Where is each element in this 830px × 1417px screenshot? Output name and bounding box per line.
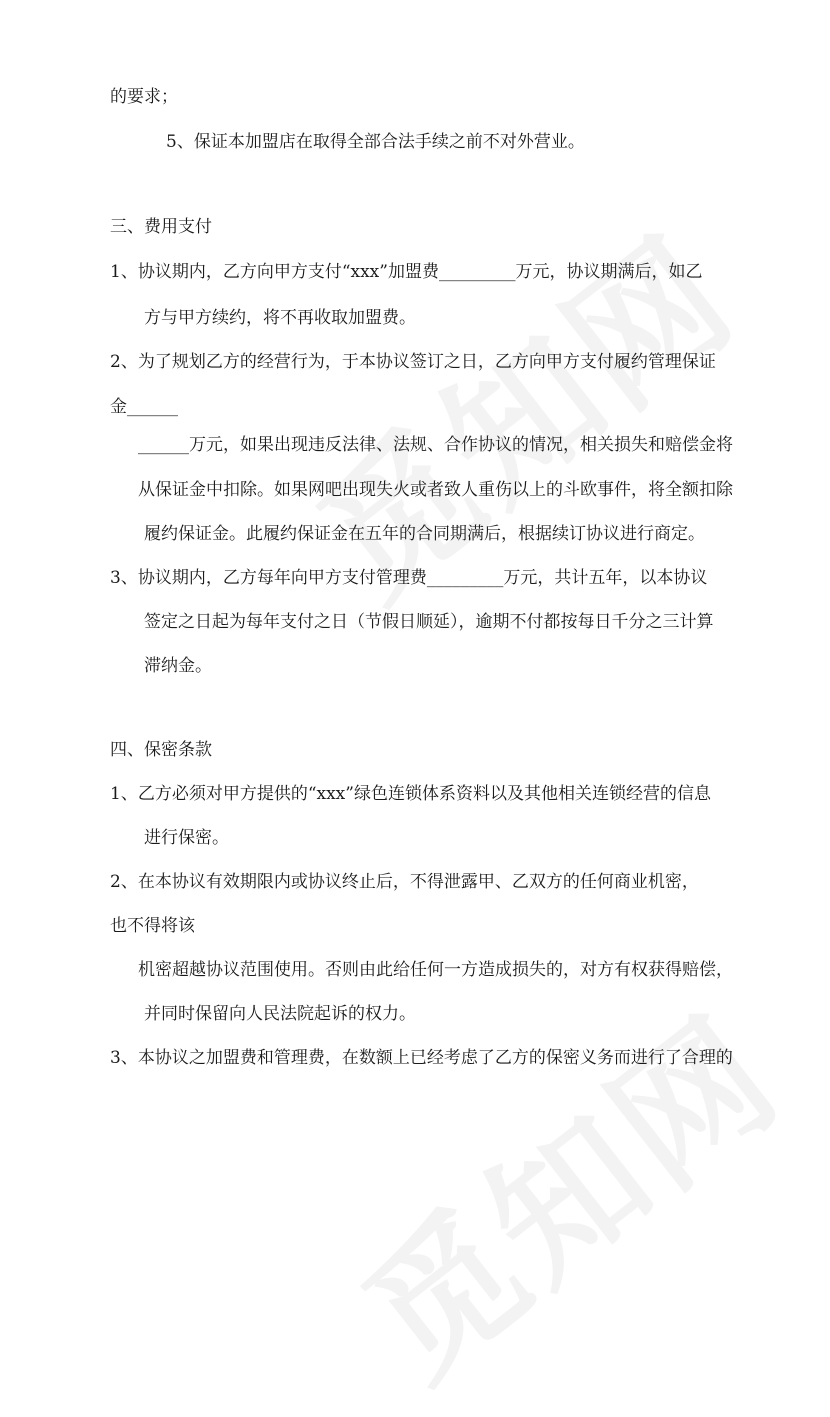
text-line: 并同时保留向人民法院起诉的权力。	[144, 1004, 416, 1024]
watermark-bottom	[313, 959, 815, 1417]
section-heading-fees: 三、费用支付	[110, 217, 212, 237]
text-line: 3、协议期内，乙方每年向甲方支付管理费_________万元，共计五年，以本协议	[110, 568, 708, 588]
text-line: 5、保证本加盟店在取得全部合法手续之前不对外营业。	[166, 132, 585, 152]
text-line: 1、协议期内，乙方向甲方支付“xxx”加盟费_________万元，协议期满后，如乙	[110, 262, 703, 282]
text-line: ______万元，如果出现违反法律、法规、合作协议的情况，相关损失和赔偿金将	[138, 435, 733, 455]
text-line: 2、在本协议有效期限内或协议终止后，不得泄露甲、乙双方的任何商业机密，	[110, 872, 699, 892]
text-line: 机密超越协议范围使用。否则由此给任何一方造成损失的，对方有权获得赔偿，	[138, 960, 733, 980]
text-line: 金______	[110, 397, 178, 417]
text-line: 2、为了规划乙方的经营行为，于本协议签订之日，乙方向甲方支付履约管理保证	[110, 352, 716, 372]
text-line: 1、乙方必须对甲方提供的“xxx”绿色连锁体系资料以及其他相关连锁经营的信息	[110, 784, 711, 804]
text-line: 滞纳金。	[144, 656, 212, 676]
text-line: 进行保密。	[144, 828, 229, 848]
text-line: 的要求；	[110, 87, 178, 107]
text-line: 从保证金中扣除。如果网吧出现失火或者致人重伤以上的斗欧事件，将全额扣除	[138, 480, 733, 500]
text-line: 3、本协议之加盟费和管理费，在数额上已经考虑了乙方的保密义务而进行了合理的	[110, 1048, 733, 1068]
text-line: 履约保证金。此履约保证金在五年的合同期满后，根据续订协议进行商定。	[144, 524, 705, 544]
section-heading-confidentiality: 四、保密条款	[110, 740, 212, 760]
text-line: 签定之日起为每年支付之日（节假日顺延），逾期不付都按每日千分之三计算	[144, 612, 714, 632]
text-line: 方与甲方续约，将不再收取加盟费。	[144, 308, 416, 328]
text-line: 也不得将该	[110, 916, 195, 936]
